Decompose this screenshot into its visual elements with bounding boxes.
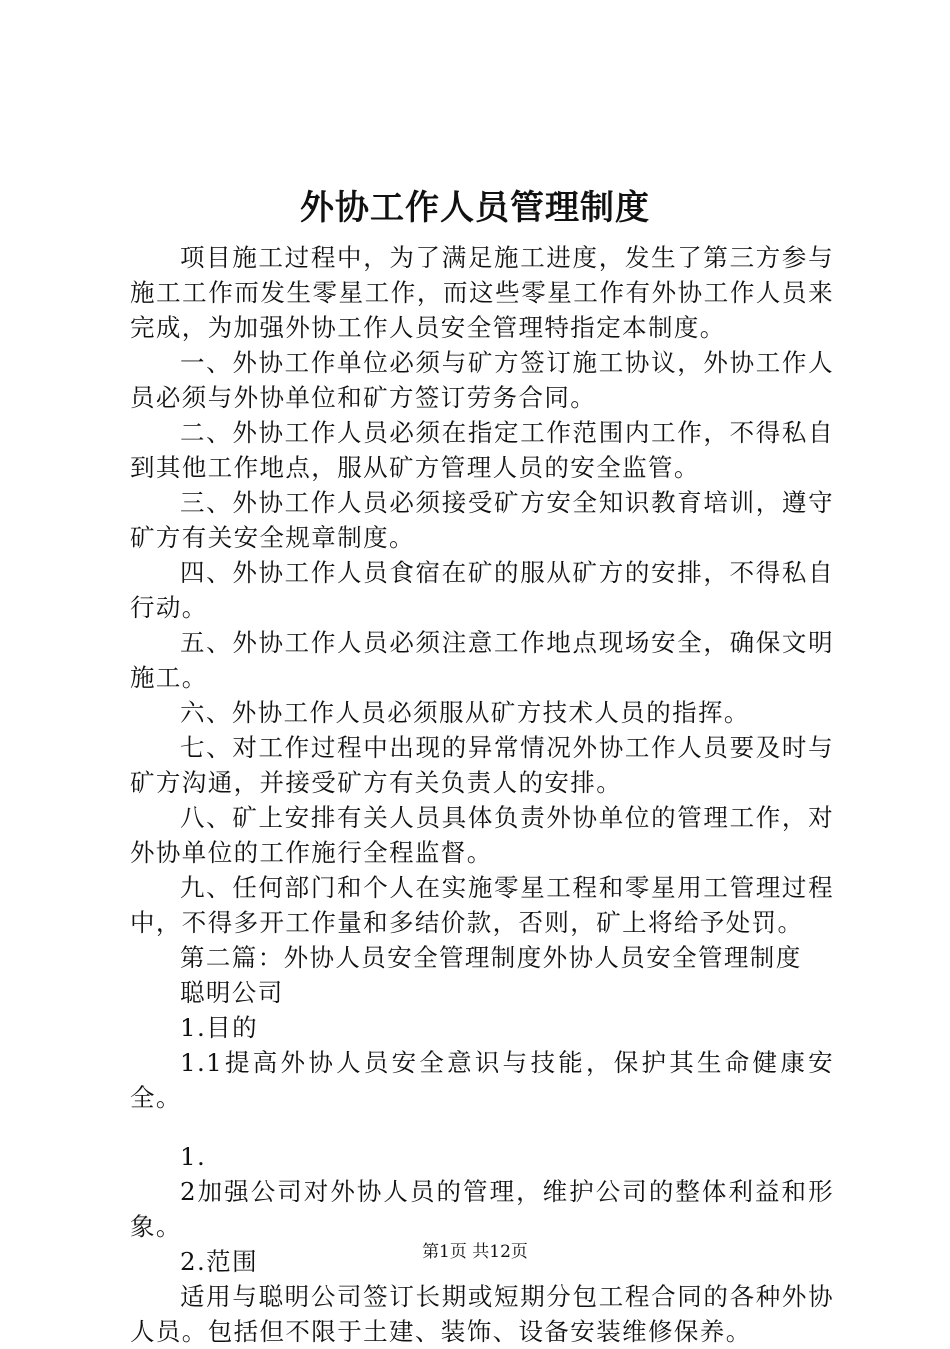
- heading-scope: 2.范围: [180, 1247, 258, 1276]
- company-name: 聪明公司: [180, 978, 284, 1007]
- paragraph-item-1: 一、外协工作单位必须与矿方签订施工协议，外协工作人员必须与外协单位和矿方签订劳务合同。: [130, 348, 834, 412]
- heading-purpose: 1.目的: [180, 1013, 258, 1042]
- paragraph-item-7: 七、对工作过程中出现的异常情况外协工作人员要及时与矿方沟通，并接受矿方有关负责人的安排。: [130, 733, 834, 797]
- paragraph-item-3: 三、外协工作人员必须接受矿方安全知识教育培训，遵守矿方有关安全规章制度。: [130, 488, 834, 552]
- paragraph-item-2: 二、外协工作人员必须在指定工作范围内工作，不得私自到其他工作地点，服从矿方管理人员的安全监管。: [130, 418, 834, 482]
- paragraph-intro: 项目施工过程中，为了满足施工进度，发生了第三方参与施工工作而发生零星工作，而这些零星工作有外协工作人员来完成，为加强外协工作人员安全管理特指定本制度。: [130, 243, 834, 342]
- paragraph-item-9: 九、任何部门和个人在实施零星工程和零星用工管理过程中，不得多开工作量和多结价款，否则，矿上将给予处罚。: [130, 873, 834, 937]
- paragraph-purpose-1-1: 1.1提高外协人员安全意识与技能，保护其生命健康安全。: [130, 1048, 834, 1112]
- paragraph-item-6: 六、外协工作人员必须服从矿方技术人员的指挥。: [180, 698, 750, 727]
- document-body: [130, 240, 834, 1349]
- document-title: 外协工作人员管理制度: [300, 188, 650, 228]
- paragraph-scope: 适用与聪明公司签订长期或短期分包工程合同的各种外协人员。包括但不限于土建、装饰、设备安装维修保养。: [130, 1282, 834, 1346]
- paragraph-purpose-1-2: 2加强公司对外协人员的管理，维护公司的整体利益和形象。: [130, 1177, 834, 1241]
- paragraph-item-5: 五、外协工作人员必须注意工作地点现场安全，确保文明施工。: [130, 628, 834, 692]
- section-heading: 第二篇：外协人员安全管理制度外协人员安全管理制度: [180, 943, 802, 972]
- page-footer: 第1页 共12页: [422, 1242, 528, 1262]
- paragraph-number-fragment: 1.: [180, 1142, 207, 1171]
- paragraph-item-8: 八、矿上安排有关人员具体负责外协单位的管理工作，对外协单位的工作施行全程监督。: [130, 803, 834, 867]
- paragraph-item-4: 四、外协工作人员食宿在矿的服从矿方的安排，不得私自行动。: [130, 558, 834, 622]
